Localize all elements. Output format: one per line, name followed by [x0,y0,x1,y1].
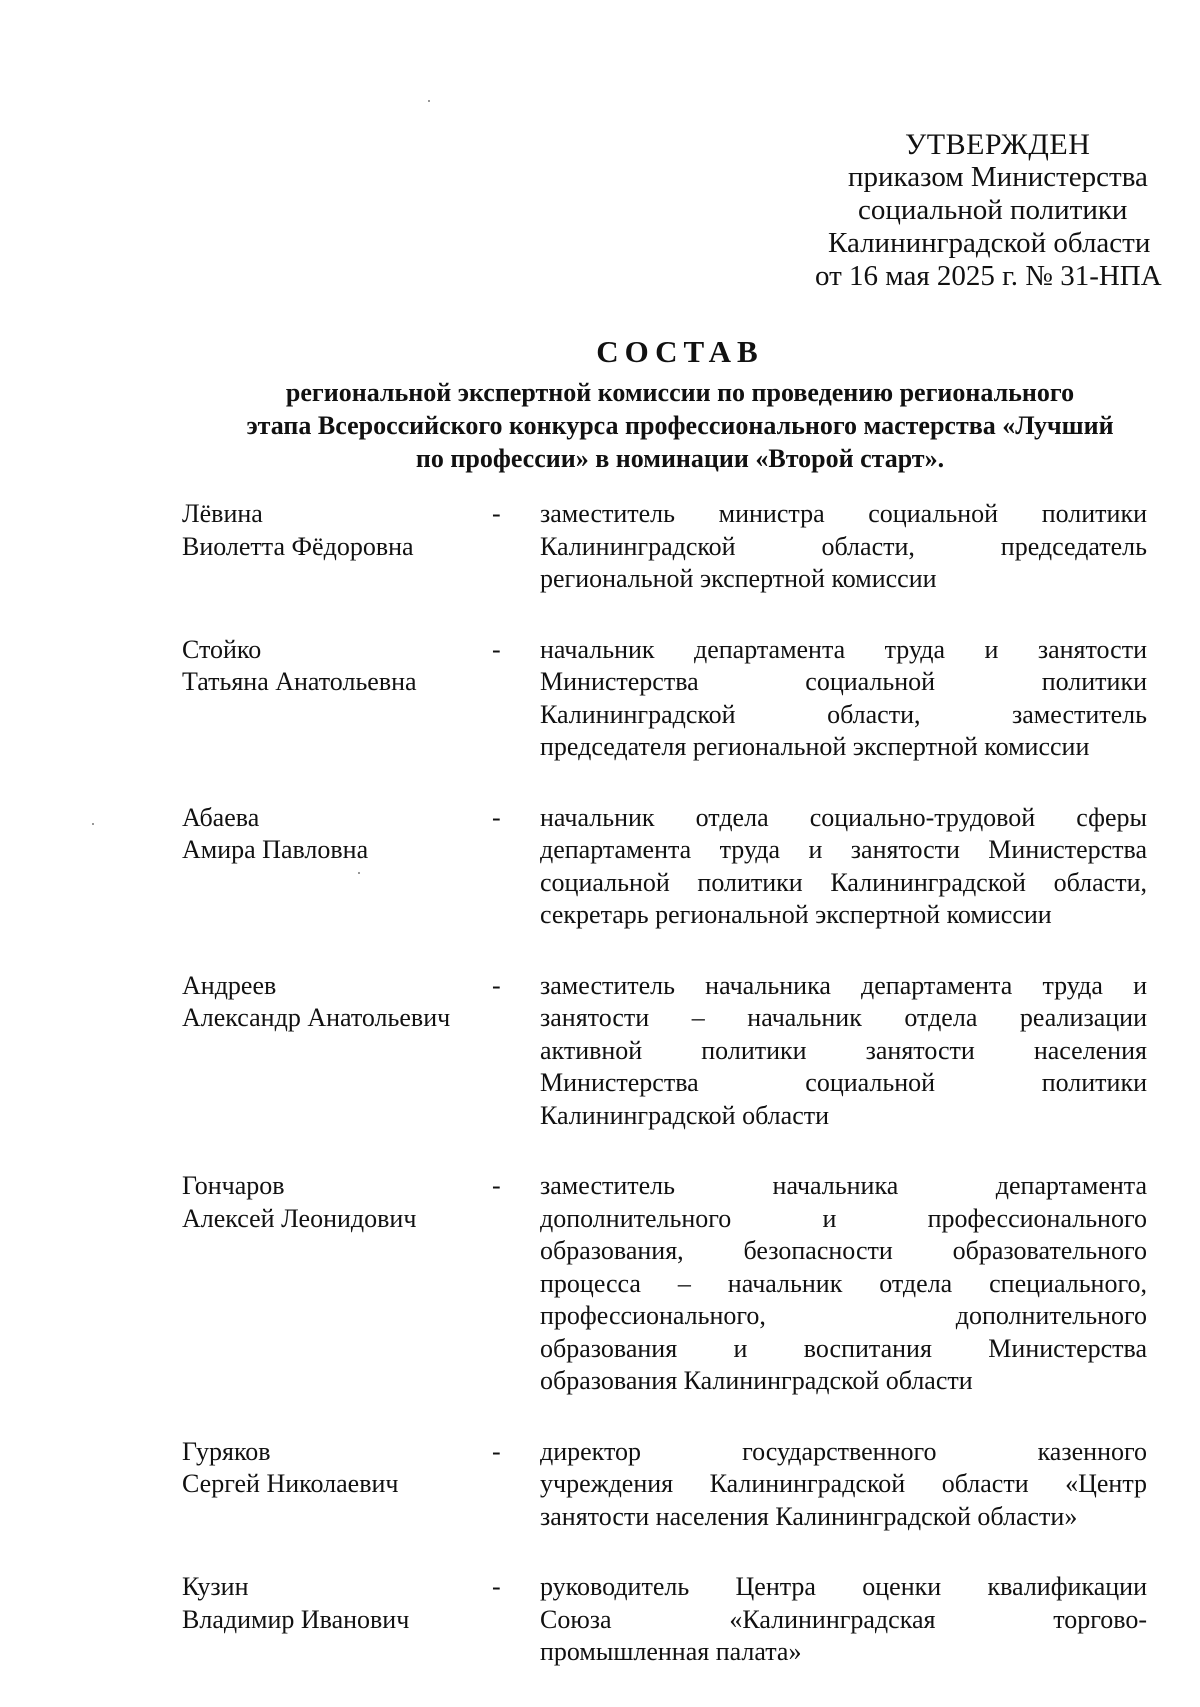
member-dash: - [492,970,501,1000]
subtitle-line: региональной экспертной комиссии по проведению регионального [285,378,1075,407]
member-position-line: профессионального, дополнительного [540,1301,1147,1330]
member-position-line: образования Калининградской области [540,1366,973,1395]
approval-line: социальной политики [858,194,1128,226]
member-position [540,970,1147,1133]
subtitle-line: этапа Всероссийского конкурса профессионального мастерства «Лучший [246,411,1114,440]
member-given-names: Виолетта Фёдоровна [182,531,414,561]
member-position-line: департамента труда и занятости Министерства [540,835,1147,864]
member-row [182,634,1147,764]
approval-stamp-block [790,128,1162,293]
member-given-names: Сергей Николаевич [182,1469,399,1498]
member-row [182,1571,1147,1669]
member-position-line: секретарь региональной экспертной комиссии [540,900,1052,929]
member-surname: Андреев [182,970,277,1000]
member-position [540,498,1147,596]
member-position [540,1436,1147,1534]
member-name [182,1170,482,1398]
member-position-line: Калининградской области, председатель [540,531,1147,561]
member-row [182,1436,1147,1534]
member-position [540,802,1147,932]
approval-line: Калининградской области [828,227,1151,259]
member-surname: Кузин [182,1572,249,1601]
member-name [182,498,482,596]
member-position [540,1170,1147,1398]
member-given-names: Александр Анатольевич [182,1003,451,1032]
member-surname: Гуряков [182,1436,271,1466]
member-position-line: региональной экспертной комиссии [540,564,937,593]
member-surname: Стойко [182,634,262,664]
member-position-line: Калининградской области [540,1100,830,1130]
member-given-names: Татьяна Анатольевна [182,667,417,696]
member-position-line: активной политики занятости населения [540,1035,1147,1065]
member-position-line: образования и воспитания Министерства [540,1333,1147,1363]
member-name [182,1436,482,1534]
member-position [540,634,1147,764]
member-dash: - [492,499,501,528]
member-surname: Гончаров [182,1171,285,1200]
member-position [540,1571,1147,1669]
member-surname: Лёвина [182,499,263,528]
member-position-line: учреждения Калининградской области «Центр [540,1469,1147,1498]
member-position-line: промышленная палата» [540,1637,802,1666]
member-dash: - [492,634,501,664]
commission-member-list [182,498,1147,1707]
member-row [182,802,1147,932]
member-position-line: директор государственного казенного [540,1436,1147,1466]
member-position-line: Министерства социальной политики [540,667,1147,696]
member-position-line: занятости – начальник отдела реализации [540,1003,1147,1032]
member-row [182,970,1147,1133]
member-position-line: образования, безопасности образовательного [540,1236,1147,1265]
member-position-line: председателя региональной экспертной комиссии [540,732,1090,761]
document-subtitle [200,376,1160,475]
member-position-line: Калининградской области, заместитель [540,699,1147,729]
member-position-line: заместитель министра социальной политики [540,499,1147,528]
member-name [182,802,482,932]
approval-line: от 16 мая 2025 г. № 31-НПА [815,260,1162,292]
scan-speck [428,100,430,102]
member-position-line: начальник отдела социально-трудовой сферы [540,802,1147,832]
member-position-line: дополнительного и профессионального [540,1203,1147,1233]
member-position-line: Министерства социальной политики [540,1068,1147,1097]
member-position-line: занятости населения Калининградской области» [540,1501,1078,1531]
member-surname: Абаева [182,802,260,832]
member-dash: - [492,802,501,832]
member-name [182,970,482,1133]
member-name [182,1571,482,1669]
member-dash: - [492,1436,501,1466]
member-position-line: заместитель начальника департамента труда и [540,970,1147,1000]
scan-speck [358,872,360,874]
member-name [182,634,482,764]
subtitle-line: по профессии» в номинации «Второй старт». [415,444,945,473]
approval-line: приказом Министерства [848,161,1148,193]
member-dash: - [492,1572,501,1601]
member-position-line: Союза «Калининградская торгово- [540,1604,1147,1634]
member-given-names: Владимир Иванович [182,1604,410,1634]
approval-line: УТВЕРЖДЕН [905,128,1091,161]
member-position-line: процесса – начальник отдела специального, [540,1268,1147,1298]
document-title: СОСТАВ [596,334,764,369]
document-header [200,334,1160,475]
member-row [182,1170,1147,1398]
member-position-line: социальной политики Калининградской области, [540,867,1147,897]
member-dash: - [492,1171,501,1200]
scan-speck [92,823,94,825]
member-position-line: заместитель начальника департамента [540,1171,1147,1200]
member-given-names: Амира Павловна [182,835,369,864]
member-position-line: начальник департамента труда и занятости [540,634,1147,664]
member-position-line: руководитель Центра оценки квалификации [540,1572,1147,1601]
member-given-names: Алексей Леонидович [182,1203,417,1233]
member-row [182,498,1147,596]
